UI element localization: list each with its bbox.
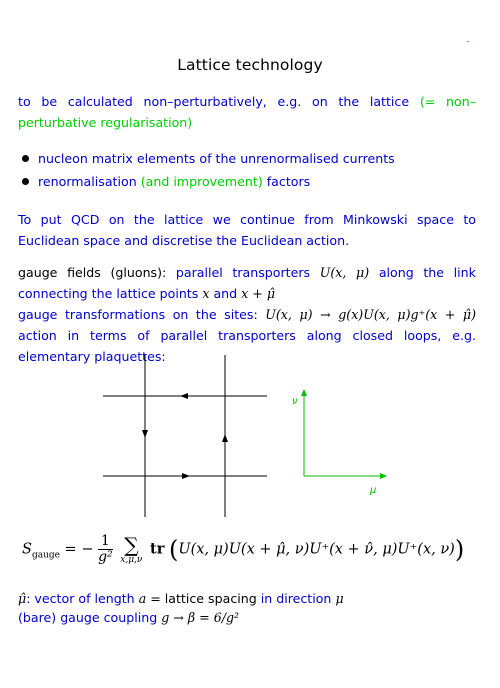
formula-lhs-sub: gauge xyxy=(31,550,60,561)
footnote-text-1: : vector of length xyxy=(26,591,135,606)
mu-axis-label: μ xyxy=(370,485,377,496)
paren-open: ( xyxy=(168,535,179,564)
bullet-text: nucleon matrix elements of the unrenormalised currents xyxy=(38,151,395,166)
footnote-text-3: in direction xyxy=(260,591,332,606)
mu-symbol: μ xyxy=(335,591,344,606)
gauge-fields-label: gauge fields (gluons): xyxy=(18,265,167,280)
bullet-text-end: factors xyxy=(266,174,311,189)
axis-arrow-up-icon xyxy=(301,389,307,396)
gauge-transform-math: U(x, μ) → g(x)U(x, μ)g⁺(x + μ̂) xyxy=(265,307,476,322)
paren-close: ) xyxy=(454,535,465,564)
gauge-fields-text: parallel transporters xyxy=(175,265,311,280)
lattice-point-x-mu: x + μ̂ xyxy=(241,286,276,301)
arrow-right-icon xyxy=(182,473,190,479)
formula-body: U(x, μ)U(x + μ̂, ν)U⁺(x + ν̂, μ)U⁺(x, ν) xyxy=(178,541,455,558)
mu-hat-symbol: μ̂ xyxy=(18,591,27,606)
corner-mark: ˘ xyxy=(466,40,470,49)
axis-arrow-right-icon xyxy=(380,473,387,479)
lattice-spacing-symbol: a xyxy=(138,591,147,606)
formula-lhs: S xyxy=(22,541,32,558)
formula-fraction xyxy=(98,534,113,565)
formula-sum xyxy=(120,532,143,565)
footnote-line-1 xyxy=(18,588,476,609)
qcd-paragraph: To put QCD on the lattice we continue from Minkowski space to Euclidean space and discretise the Euclidean action. xyxy=(18,212,476,248)
fraction-denominator: g² xyxy=(98,549,113,565)
gauge-fields-math: U(x, μ) xyxy=(319,265,370,280)
arrow-down-icon xyxy=(142,430,148,438)
footnote-coupling-text: (bare) gauge coupling xyxy=(18,610,158,625)
slide-title: Lattice technology xyxy=(177,56,323,74)
intro-text: to be calculated non–perturbatively, e.g. on the lattice xyxy=(18,94,410,109)
gauge-fields-text2: along the link connecting the lattice points xyxy=(18,265,476,301)
footnote-coupling-math: g → β = 6/g² xyxy=(161,610,240,625)
bullet-note: (and improvement) xyxy=(140,174,263,189)
gauge-transform-text: gauge transformations on the sites: xyxy=(18,307,258,322)
footnote-text-2: = lattice spacing xyxy=(150,591,257,606)
and-text: and xyxy=(213,286,238,301)
intro-note: (= non–perturbative regularisation) xyxy=(18,94,476,130)
arrow-left-icon xyxy=(180,393,188,399)
formula-equals: = − xyxy=(59,541,94,558)
arrow-up-icon xyxy=(222,434,228,442)
sum-subscript: x,μ,ν xyxy=(120,554,143,565)
trace-operator: tr xyxy=(150,540,165,558)
action-text: action in terms of parallel transporters along closed loops, e.g. elementary plaquettes: xyxy=(18,328,476,364)
bullet-text: renormalisation xyxy=(38,174,137,189)
sum-symbol: ∑ xyxy=(124,532,139,557)
fraction-numerator: 1 xyxy=(98,534,113,550)
lattice-point-x: x xyxy=(202,286,210,301)
footnote-line-2 xyxy=(18,607,476,628)
gauge-action-formula xyxy=(22,534,464,565)
nu-axis-label: ν xyxy=(292,396,298,407)
